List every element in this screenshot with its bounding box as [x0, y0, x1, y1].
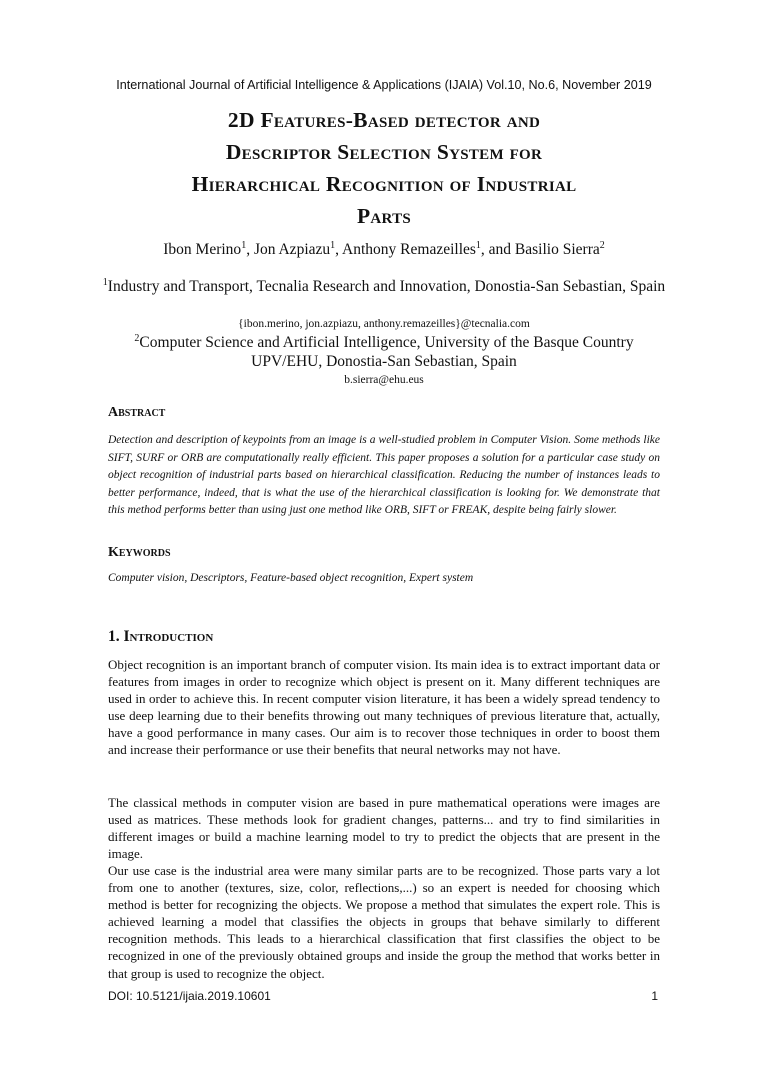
author-1: Ibon Merino — [163, 241, 242, 258]
author-2: Jon Azpiazu — [253, 241, 331, 258]
affiliation-2-text: Computer Science and Artificial Intelligence, University of the Basque Country UPV/EHU, Donostia-San Sebastian, Spain — [139, 334, 634, 370]
author-4-affil: 2 — [599, 239, 605, 251]
intro-paragraph-3: Our use case is the industrial area were many similar parts are to be recognized. Those parts vary a lot from one to another (textures, size, color, reflections,...) so an expert is needed for choosing which method is better for recognizing the objects. We propose a method that simulates the expert role. This is achieved learning a model that classifies the objects in groups that behave similarly to different recognition methods. This leads to a hierarchical classification that first classifies the object to be recognized in one of the previously obtained groups and inside the group the method that works better in that group is used to recognize the object. — [108, 863, 660, 981]
title-line-2: Descriptor Selection System for — [225, 140, 543, 164]
author-1-affil: 1 — [241, 239, 247, 251]
paper-title — [100, 104, 668, 232]
affiliation-2-email: b.sierra@ehu.eus — [344, 374, 424, 386]
affiliation-1-mark: 1 — [102, 276, 108, 288]
affiliation-2-mark: 2 — [134, 332, 140, 344]
author-3-affil: 1 — [475, 239, 481, 251]
affiliation-1-email: {ibon.merino, jon.azpiazu, anthony.remazeilles}@tecnalia.com — [238, 318, 530, 330]
author-list: Ibon Merino$^1$, Jon Azpiazu$^1$, Anthony Remazeilles$^1$, and Basilio Sierra$^2$ — [163, 239, 605, 258]
title-line-3: Hierarchical Recognition of Industrial — [191, 172, 577, 196]
keywords-heading: Keywords — [108, 545, 171, 560]
footer-doi: DOI: 10.5121/ijaia.2019.10601 — [108, 989, 271, 1003]
running-header: International Journal of Artificial Intelligence & Applications (IJAIA) Vol.10, No.6, November 2019 — [116, 78, 652, 92]
affiliation-2 — [100, 333, 668, 371]
keywords-text: Computer vision, Descriptors, Feature-based object recognition, Expert system — [108, 572, 474, 584]
author-2-affil: 1 — [330, 239, 336, 251]
author-3: Anthony Remazeilles — [342, 241, 476, 258]
introduction-heading: 1. Introduction — [108, 628, 214, 645]
page-number: 1 — [651, 989, 658, 1003]
intro-paragraph-1: Object recognition is an important branch of computer vision. Its main idea is to extract important data or features from images in order to recognize which object is present on it. Many different techniques are used in order to achieve this. In recent computer vision literature, it has been a widely spread tendency to use deep learning due to their benefits throwing out many techniques of previous literature that, actually, have a good performance in many cases. Our aim is to recover those techniques in order to boost them and increase their performance or use their benefits that neural networks may not have. — [108, 657, 660, 758]
affiliation-1 — [100, 277, 668, 296]
abstract-text: Detection and description of keypoints from an image is a well-studied problem in Computer Vision. Some methods like SIFT, SURF or ORB are computationally really efficient. This paper proposes a solution for a particular case study on object recognition of industrial parts based on hierarchical classification. Reducing the number of instances leads to better performance, indeed, that is what the use of the hierarchical classification is looking for. We demonstrate that this method performs better than using just one method like ORB, SIFT or FREAK, despite being fairly slower. — [108, 434, 660, 517]
title-line-1: 2D Features-Based detector and — [227, 108, 541, 132]
author-4: and Basilio Sierra — [488, 241, 600, 258]
title-line-4: Parts — [356, 204, 412, 228]
abstract-heading: Abstract — [108, 405, 166, 420]
intro-paragraph-2: The classical methods in computer vision are based in pure mathematical operations were images are used as matrices. These methods look for gradient changes, patterns... and try to find similarities in different images or build a machine learning model to try to predict the objects that are present in the image. — [108, 795, 660, 862]
affiliation-1-text: Industry and Transport, Tecnalia Research and Innovation, Donostia-San Sebastian, Spain — [107, 278, 666, 295]
